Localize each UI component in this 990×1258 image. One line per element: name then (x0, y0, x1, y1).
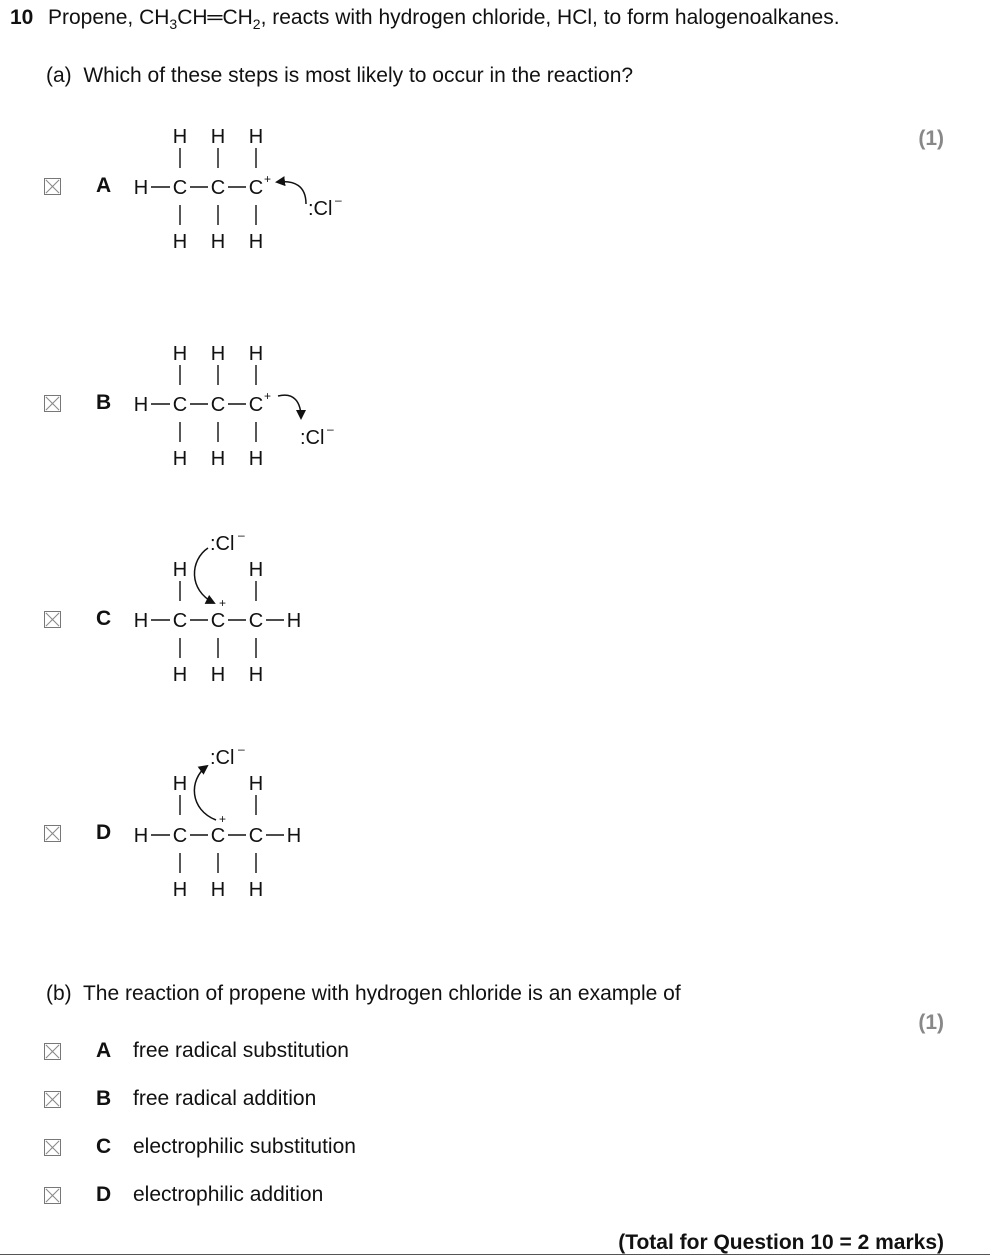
cross-icon (45, 1140, 60, 1155)
option-c-letter: C (96, 607, 112, 630)
option-a-letter: A (96, 174, 112, 197)
part-b-prompt-text: The reaction of propene with hydrogen chloride is an example of (82, 982, 681, 1005)
minus-charge: – (238, 742, 245, 756)
chloride-ion: :Cl (300, 427, 325, 449)
part-b-option-d-letter: D (96, 1183, 112, 1206)
atom-h: H (172, 773, 188, 795)
structure-c (134, 528, 301, 686)
part-b-prompt (46, 982, 681, 1006)
curly-arrow (278, 395, 301, 418)
atom-h: H (133, 177, 149, 199)
part-b-marks: (1) (918, 1011, 944, 1034)
atom-h: H (210, 879, 226, 901)
part-b-option-a-checkbox[interactable] (44, 1043, 61, 1060)
atom-c: C (248, 177, 264, 199)
structure-a (134, 126, 342, 253)
part-b-label: (b) (46, 982, 72, 1005)
atom-c: C (248, 394, 264, 416)
atom-h: H (133, 394, 149, 416)
part-b-option-c-checkbox[interactable] (44, 1139, 61, 1156)
atom-h: H (248, 448, 264, 470)
subscript: 2 (252, 16, 261, 33)
part-a-marks: (1) (918, 127, 944, 150)
part-a-label: (a) (46, 64, 72, 87)
atom-h: H (248, 664, 264, 686)
atom-h: H (210, 664, 226, 686)
question-text-part: , reacts with hydrogen chloride, HCl, to form halogenoalkanes. (260, 6, 840, 29)
cross-icon (45, 1188, 60, 1203)
part-b-option-d-checkbox[interactable] (44, 1187, 61, 1204)
atom-h: H (248, 879, 264, 901)
part-b-option-a-text: free radical substitution (133, 1039, 349, 1062)
curly-arrow (277, 182, 306, 204)
plus-charge: + (264, 172, 272, 186)
part-b-option-b-text: free radical addition (133, 1087, 317, 1110)
atom-c: C (210, 610, 226, 632)
part-a-prompt-text: Which of these steps is most likely to occur in the reaction? (83, 64, 634, 87)
double-bond: ═ (207, 6, 223, 29)
curly-arrow (194, 548, 214, 603)
chloride-ion: :Cl (210, 747, 235, 769)
chloride-ion: :Cl (210, 533, 235, 555)
minus-charge: – (238, 528, 245, 542)
plus-charge: + (219, 812, 227, 826)
structure-d (134, 742, 301, 901)
atom-h: H (172, 664, 188, 686)
atom-h: H (248, 343, 264, 365)
atom-c: C (248, 610, 264, 632)
cross-icon (45, 1044, 60, 1059)
structure-b (134, 343, 334, 470)
atom-c: C (172, 177, 188, 199)
atom-c: C (172, 825, 188, 847)
minus-charge: – (335, 193, 342, 207)
atom-c: C (172, 610, 188, 632)
subscript: 3 (169, 16, 178, 33)
part-b-option-d-text: electrophilic addition (133, 1183, 324, 1206)
atom-h: H (286, 610, 302, 632)
atom-h: H (172, 448, 188, 470)
curly-arrow (194, 766, 216, 820)
question-text-part: CH (222, 6, 253, 29)
part-b-option-b-checkbox[interactable] (44, 1091, 61, 1108)
atom-c: C (248, 825, 264, 847)
plus-charge: + (264, 389, 272, 403)
atom-h: H (248, 773, 264, 795)
question-text-part: CH (177, 6, 208, 29)
minus-charge: – (327, 422, 334, 436)
atom-h: H (210, 448, 226, 470)
cross-icon (45, 1092, 60, 1107)
chloride-ion: :Cl (308, 198, 333, 220)
question-text-part: Propene, CH (48, 6, 170, 29)
question-number: 10 (10, 6, 34, 29)
plus-charge: + (219, 596, 227, 610)
atom-h: H (172, 559, 188, 581)
atom-c: C (172, 394, 188, 416)
atom-h: H (172, 343, 188, 365)
atom-h: H (172, 879, 188, 901)
atom-c: C (210, 177, 226, 199)
atom-h: H (210, 343, 226, 365)
atom-c: C (210, 825, 226, 847)
atom-c: C (210, 394, 226, 416)
atom-h: H (248, 231, 264, 253)
atom-h: H (286, 825, 302, 847)
part-b-option-b-letter: B (96, 1087, 112, 1110)
atom-h: H (210, 231, 226, 253)
atom-h: H (210, 126, 226, 148)
part-b-option-a-letter: A (96, 1039, 112, 1062)
option-d-letter: D (96, 821, 112, 844)
atom-h: H (133, 825, 149, 847)
atom-h: H (172, 126, 188, 148)
part-b-option-c-text: electrophilic substitution (133, 1135, 356, 1158)
atom-h: H (248, 559, 264, 581)
bottom-rule (0, 1254, 990, 1255)
option-b-letter: B (96, 391, 112, 414)
question-total: (Total for Question 10 = 2 marks) (618, 1231, 944, 1254)
atom-h: H (172, 231, 188, 253)
atom-h: H (133, 610, 149, 632)
atom-h: H (248, 126, 264, 148)
part-b-option-c-letter: C (96, 1135, 112, 1158)
